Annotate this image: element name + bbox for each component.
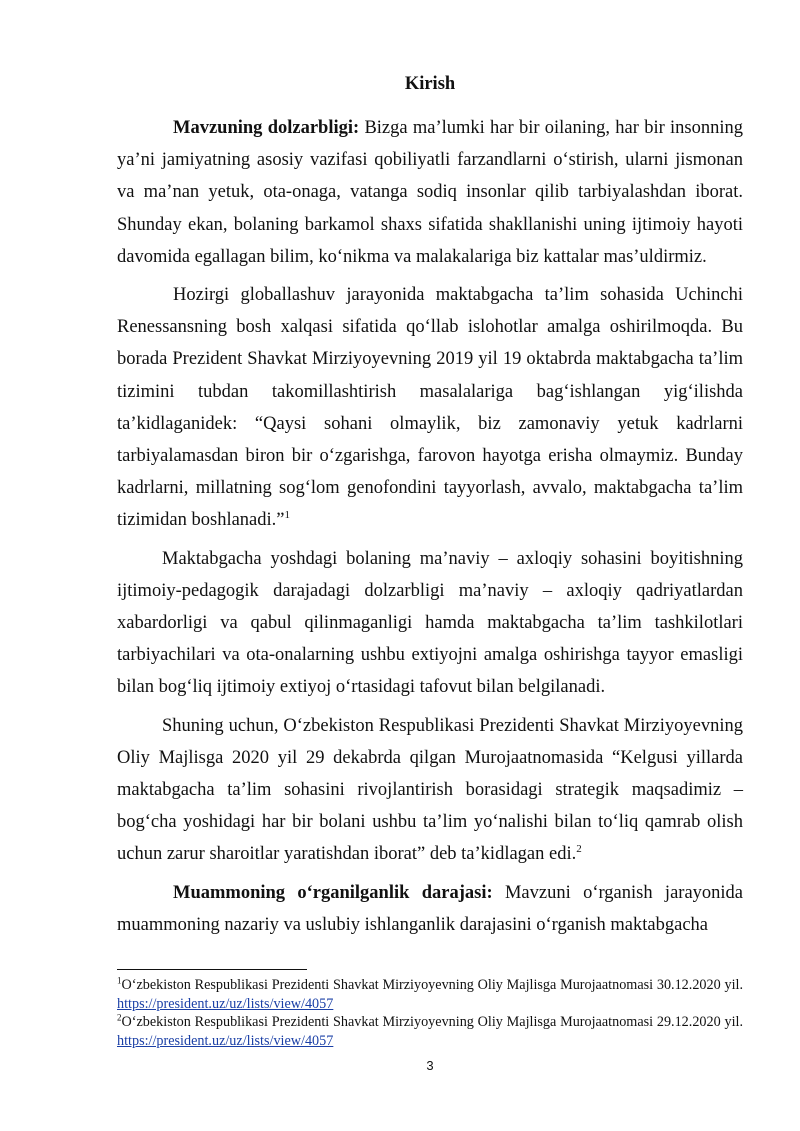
paragraph-relevance <box>117 112 743 273</box>
footnotes <box>117 976 743 1050</box>
footnote-number: 2 <box>117 1012 122 1023</box>
paragraph-address <box>117 710 743 871</box>
paragraph-text: Maktabgacha yoshdagi bolaning ma’naviy – axloqiy sohasini boyitishning ijtimoiy-pedagogik darajadagi dolzarbligi ma’naviy – axloqiy qadriyatlardan xabardorligi va qabul qilinmaganligi hamda maktabgacha ta’lim tashkilotlari tarbiyachilari va ota-onalarning ushbu extiyojni amalga oshirishga tayyor emasligi bilan bog‘liq ijtimoiy extiyoj o‘rtasidagi tafovut bilan belgilanadi. <box>117 548 743 698</box>
paragraph-preschool <box>117 543 743 704</box>
paragraph-text: Mavzuni o‘rganish jarayonida muammoning nazariy va uslubiy ishlanganlik darajasini o‘rganish maktabgacha <box>117 882 744 935</box>
paragraph-globalization <box>117 279 743 537</box>
footnote-ref[interactable]: 2 <box>576 843 582 856</box>
footnote-separator <box>117 969 307 970</box>
paragraph-text: Shuning uchun, O‘zbekiston Respublikasi Prezidenti Shavkat Mirziyoyevning Oliy Majlisga 2020 yil 29 dekabrda qilgan Murojaatnomasida “Kelgusi yillarda maktabgacha ta’lim sohasini rivojlantirish borasidagi strategik maqsadimiz – bog‘cha yoshidagi har bir bolani ushbu ta’lim yo‘nalishi bilan to‘liq qamrab olish uchun zarur sharoitlar yaratishdan iborat” deb ta’kidlagan edi. <box>117 715 743 865</box>
paragraph-problem-study <box>117 877 743 941</box>
body-text <box>117 112 743 947</box>
footnote-link[interactable]: https://president.uz/uz/lists/view/4057 <box>117 995 334 1012</box>
footnote-number: 1 <box>117 975 122 986</box>
footnote-ref[interactable]: 1 <box>284 509 290 522</box>
footnote-link[interactable]: https://president.uz/uz/lists/view/4057 <box>117 1032 334 1049</box>
footnote-text: O‘zbekiston Respublikasi Prezidenti Shavkat Mirziyoyevning Oliy Majlisga Murojaatnomasi 29.12.2020 yil. <box>121 1014 743 1031</box>
footnote <box>117 976 743 1013</box>
paragraph-text: Hozirgi globallashuv jarayonida maktabgacha ta’lim sohasida Uchinchi Renessansning bosh xalqasi sifatida qo‘llab islohotlar amalga oshirilmoqda. Bu borada Prezident Shavkat Mirziyoyevning 2019 yil 19 oktabrda maktabgacha ta’lim tizimini tubdan takomillashtirish masalalariga bag‘ishlangan yig‘ilishda ta’kidlaganidek: “Qaysi sohani olmaylik, biz zamonaviy yetuk kadrlarni tarbiyalamasdan biron bir o‘zgarishga, farovon hayotga erisha olmaymiz. Bunday kadrlarni, millatning sog‘lom genofondini tayyorlash, avvalo, maktabgacha ta’lim tizimidan boshlanadi.” <box>117 285 743 531</box>
paragraph-text: Bizga ma’lumki har bir oilaning, har bir insonning ya’ni jamiyatning asosiy vazifasi qobiliyatli farzandlarni o‘stirish, ularni jismonan va ma’nan yetuk, ota-onaga, vatanga sodiq insonlar qilib tarbiyalashdan iborat. Shunday ekan, bolaning barkamol shaxs sifatida shakllanishi uning ijtimoiy hayoti davomida egallagan bilim, ko‘nikma va malakalariga biz kattalar mas’uldirmiz. <box>117 118 743 267</box>
footnote <box>117 1013 743 1050</box>
footnote-text: O‘zbekiston Respublikasi Prezidenti Shavkat Mirziyoyevning Oliy Majlisga Murojaatnomasi 30.12.2020 yil. <box>121 977 743 993</box>
page-number: 3 <box>426 1058 434 1073</box>
section-title: Kirish <box>404 74 456 94</box>
paragraph-lead: Muammoning o‘rganilganlik darajasi: <box>173 882 493 903</box>
paragraph-lead: Mavzuning dolzarbligi: <box>173 118 360 138</box>
